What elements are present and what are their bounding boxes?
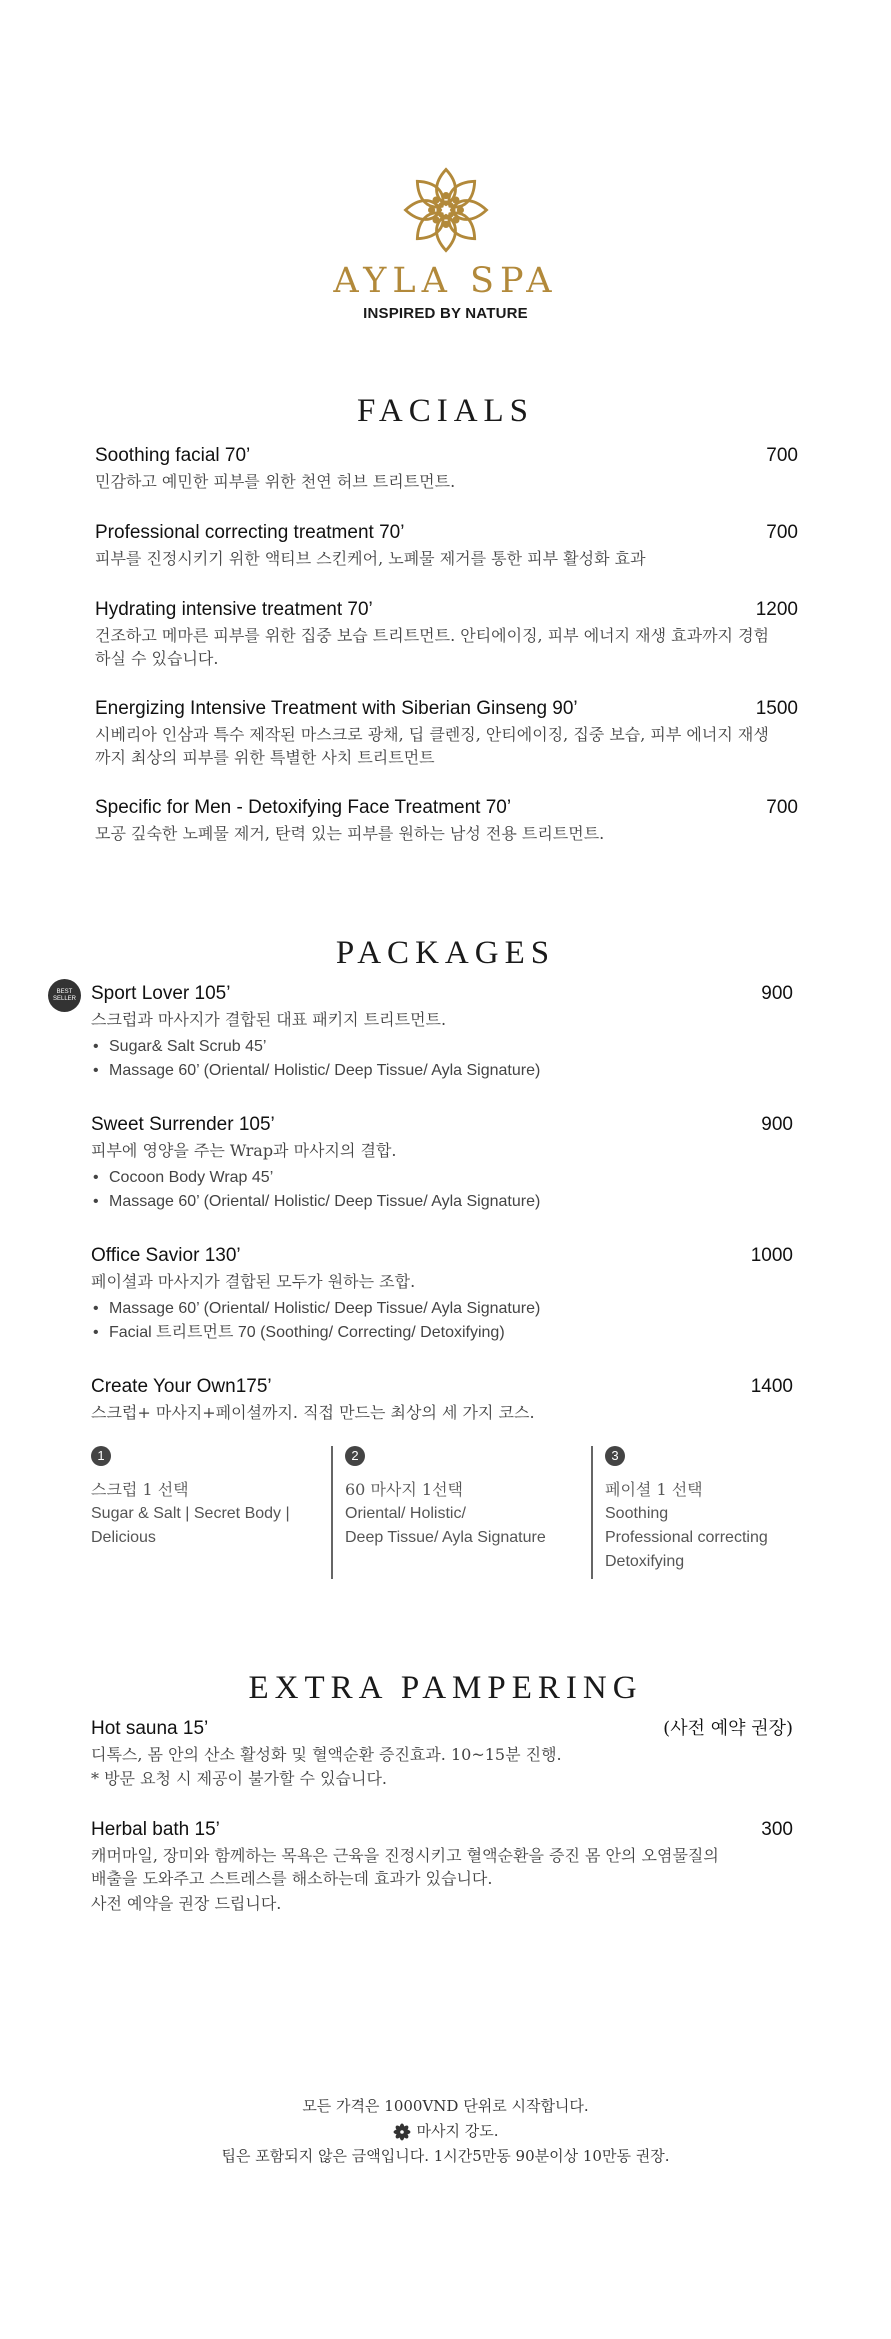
step-number-badge: 2 xyxy=(345,1446,365,1466)
item-description: 캐머마일, 장미와 함께하는 목욕은 근육을 진정시키고 혈액순환을 증진 몸 안의 오염물질의 배출을 도와주고 스트레스를 해소하는데 효과가 있습니다. xyxy=(91,1846,719,1888)
badge-line: BEST xyxy=(56,988,73,995)
item-price: 700 xyxy=(766,445,798,466)
bullet-item: • Massage 60’ (Oriental/ Holistic/ Deep Tissue/ Ayla Signature) xyxy=(91,1059,793,1083)
column-divider xyxy=(591,1446,593,1579)
option-title: 페이셜 1 선택 xyxy=(605,1480,703,1499)
option-column-facial xyxy=(605,1446,801,1586)
item-description: 피부에 영양을 주는 Wrap과 마사지의 결합. xyxy=(91,1141,397,1160)
option-title: 60 마사지 1선택 xyxy=(345,1480,463,1499)
brand-logo xyxy=(0,165,891,322)
item-price: 900 xyxy=(761,983,793,1004)
step-number-badge: 1 xyxy=(91,1446,111,1466)
option-line: Sugar & Salt | Secret Body | xyxy=(91,1505,290,1522)
item-price: 1000 xyxy=(750,1245,793,1266)
item-description: 스크럽과 마사지가 결합된 대표 패키지 트리트먼트. xyxy=(91,1010,447,1029)
footer-notes xyxy=(0,2094,891,2169)
item-price: 1200 xyxy=(755,599,798,620)
package-bullets xyxy=(91,1035,793,1083)
item-description: 스크럽+ 마사지+페이셜까지. 직접 만드는 최상의 세 가지 코스. xyxy=(91,1403,535,1422)
item-description: 모공 깊숙한 노폐물 제거, 탄력 있는 피부를 원하는 남성 전용 트리트먼트. xyxy=(95,824,605,843)
option-column-scrub xyxy=(91,1446,321,1586)
option-line: Deep Tissue/ Ayla Signature xyxy=(345,1529,546,1546)
brand-name: AYLA SPA xyxy=(333,261,558,301)
option-title: 스크럽 1 선택 xyxy=(91,1480,189,1499)
extra-item xyxy=(91,1716,793,1790)
bullet-item: • Sugar& Salt Scrub 45’ xyxy=(91,1035,793,1059)
package-item xyxy=(91,1374,793,1424)
item-note: * 방문 요청 시 제공이 불가할 수 있습니다. xyxy=(91,1769,387,1788)
package-item xyxy=(91,981,793,1083)
item-name: Energizing Intensive Treatment with Siberian Ginseng 90’ xyxy=(95,698,578,719)
star-flower-logo-icon xyxy=(401,165,491,255)
brand-tagline: INSPIRED BY NATURE xyxy=(363,305,528,322)
item-name: Sweet Surrender 105’ xyxy=(91,1114,275,1135)
facial-item xyxy=(95,597,798,670)
footer-line: 팁은 포함되지 않은 금액입니다. 1시간5만동 90분이상 10만동 권장. xyxy=(221,2147,670,2165)
option-line: Detoxifying xyxy=(605,1553,685,1570)
option-line: Oriental/ Holistic/ xyxy=(345,1505,466,1522)
package-item xyxy=(91,1243,793,1345)
item-description: 시베리아 인삼과 특수 제작된 마스크로 광채, 딥 클렌징, 안티에이징, 집중 보습, 피부 에너지 재생까지 최상의 피부를 위한 특별한 사치 트리트먼트 xyxy=(95,725,769,767)
extra-pampering-title: EXTRA PAMPERING xyxy=(248,1670,643,1706)
facial-item xyxy=(95,696,798,769)
item-description: 디톡스, 몸 안의 산소 활성화 및 혈액순환 증진효과. 10~15분 진행. xyxy=(91,1745,562,1764)
footer-line-intensity xyxy=(0,2119,891,2144)
item-name: Soothing facial 70’ xyxy=(95,445,251,466)
badge-line: SELLER xyxy=(52,995,76,1002)
extra-item xyxy=(91,1817,793,1915)
option-line: Delicious xyxy=(91,1529,156,1546)
item-price: 1500 xyxy=(755,698,798,719)
facial-item xyxy=(95,520,798,570)
packages-title: PACKAGES xyxy=(335,935,556,971)
item-name: Specific for Men - Detoxifying Face Treatment 70’ xyxy=(95,797,512,818)
item-name: Professional correcting treatment 70’ xyxy=(95,522,405,543)
item-name: Sport Lover 105’ xyxy=(91,983,231,1004)
package-item xyxy=(91,1112,793,1214)
package-bullets xyxy=(91,1166,793,1214)
reservation-note: (사전 예약 권장) xyxy=(663,1718,793,1739)
item-price: 700 xyxy=(766,522,798,543)
bullet-item: • Facial 트리트먼트 70 (Soothing/ Correcting/ Detoxifying) xyxy=(91,1321,793,1345)
item-price: 700 xyxy=(766,797,798,818)
footer-line: 모든 가격은 1000VND 단위로 시작합니다. xyxy=(302,2097,589,2115)
item-price: 900 xyxy=(761,1114,793,1135)
item-price: 1400 xyxy=(750,1376,793,1397)
item-price: 300 xyxy=(761,1819,793,1840)
facials-title: FACIALS xyxy=(356,393,535,429)
item-description: 페이셜과 마사지가 결합된 모두가 원하는 조합. xyxy=(91,1272,416,1291)
step-number-badge: 3 xyxy=(605,1446,625,1466)
lotus-icon xyxy=(393,2123,411,2141)
item-description: 민감하고 예민한 피부를 위한 천연 허브 트리트먼트. xyxy=(95,472,456,491)
bullet-item: • Massage 60’ (Oriental/ Holistic/ Deep Tissue/ Ayla Signature) xyxy=(91,1190,793,1214)
item-name: Office Savior 130’ xyxy=(91,1245,241,1266)
item-description: 건조하고 메마른 피부를 위한 집중 보습 트리트먼트. 안티에이징, 피부 에너지 재생 효과까지 경험하실 수 있습니다. xyxy=(95,626,769,668)
item-description: 피부를 진정시키기 위한 액티브 스킨케어, 노폐물 제거를 통한 피부 활성화 효과 xyxy=(95,549,646,568)
column-divider xyxy=(331,1446,333,1579)
package-bullets xyxy=(91,1297,793,1345)
item-name: Herbal bath 15’ xyxy=(91,1819,220,1840)
item-name: Create Your Own175’ xyxy=(91,1376,272,1397)
item-name: Hot sauna 15’ xyxy=(91,1718,209,1739)
item-note: 사전 예약을 권장 드립니다. xyxy=(91,1894,282,1913)
best-seller-badge xyxy=(48,979,81,1012)
facial-item xyxy=(95,795,798,845)
option-line: Professional correcting xyxy=(605,1529,768,1546)
option-line: Soothing xyxy=(605,1505,669,1522)
facial-item xyxy=(95,443,798,493)
item-name: Hydrating intensive treatment 70’ xyxy=(95,599,373,620)
option-column-massage xyxy=(345,1446,585,1586)
create-your-own-options xyxy=(91,1446,801,1586)
bullet-item: • Cocoon Body Wrap 45’ xyxy=(91,1166,793,1190)
footer-line: 마사지 강도. xyxy=(416,2122,499,2140)
bullet-item: • Massage 60’ (Oriental/ Holistic/ Deep Tissue/ Ayla Signature) xyxy=(91,1297,793,1321)
